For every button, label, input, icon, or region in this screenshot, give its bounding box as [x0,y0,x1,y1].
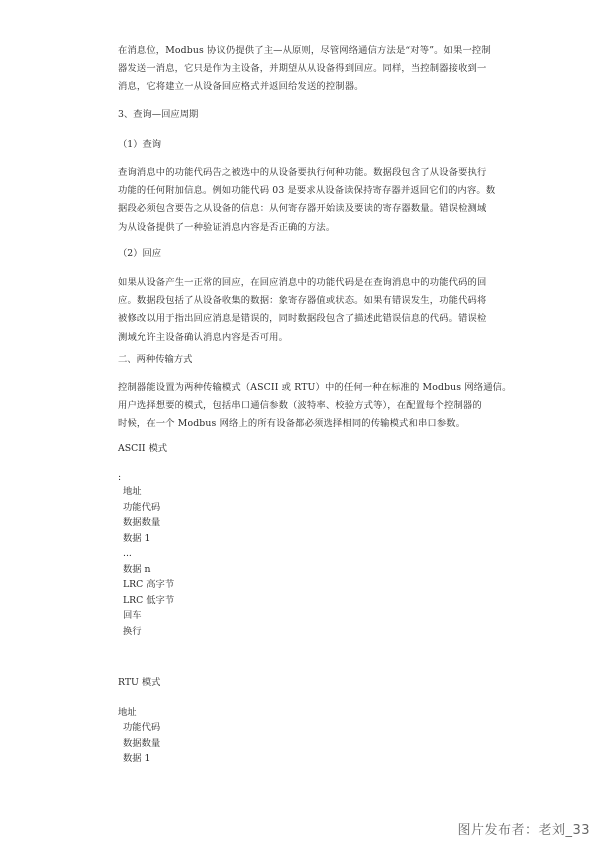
list-item: 回车 [123,610,142,621]
intro-paragraph [118,42,490,97]
publisher-watermark: 图片发布者：老刘_33 [457,823,590,838]
list-item: 地址 [123,486,142,497]
subsection-heading: （1）查询 [118,139,162,150]
text-line: 消息，它将建立一从设备回应格式并返回给发送的控制器。 [118,81,364,93]
list-item: 换行 [123,625,142,637]
text-line: 在消息位，Modbus 协议仍提供了主—从原则，尽管网络通信方法是“对等”。如果一控制 [118,45,491,56]
text-line: 据段必须包含要告之从设备的信息：从何寄存器开始读及要读的寄存器数量。错误检测域 [118,203,487,215]
list-item: 数据数量 [123,737,161,749]
list-item: 数据数量 [123,517,161,528]
list-item: 数据 1 [123,753,151,764]
ascii-start-char: : [118,472,122,483]
list-item: LRC 低字节 [123,594,175,606]
text-line: 查询消息中的功能代码告之被选中的从设备要执行何种功能。数据段包含了从设备要执行 [118,167,487,178]
list-item: 功能代码 [123,722,161,733]
query-paragraph [118,164,496,237]
section-heading: 二、两种传输方式 [118,354,193,365]
text-line: 控制器能设置为两种传输模式（ASCII 或 RTU）中的任何一种在标准的 Modbus 网络通信。 [118,382,512,393]
text-line: 如果从设备产生一正常的回应，在回应消息中的功能代码是在查询消息中的功能代码的回 [118,277,487,288]
text-line: 功能的任何附加信息。例如功能代码 03 是要求从设备读保持寄存器并返回它们的内容。数 [118,185,496,197]
ascii-frame-list [118,484,174,639]
rtu-first-field: 地址 [118,707,137,718]
list-item: 数据 n [123,563,151,575]
text-line: 为从设备提供了一种验证消息内容是否正确的方法。 [118,221,336,233]
transmission-paragraph [118,379,512,434]
text-line: 用户选择想要的模式，包括串口通信参数（波特率、校验方式等），在配置每个控制器的 [118,400,482,412]
ascii-mode-title: ASCII 模式 [118,443,168,454]
section-heading: 3、查询—回应周期 [118,109,199,120]
list-item: 功能代码 [123,501,161,513]
list-item: ... [123,548,132,559]
text-line: 时候，在一个 Modbus 网络上的所有设备都必须选择相同的传输模式和串口参数。 [118,418,466,430]
text-line: 应。数据段包括了从设备收集的数据：象寄存器值或状态。如果有错误发生，功能代码将 [118,295,487,307]
rtu-mode-title: RTU 模式 [118,677,161,688]
list-item: LRC 高字节 [123,579,175,590]
response-paragraph [118,274,490,347]
subsection-heading: （2）回应 [118,248,162,259]
text-line: 被修改以用于指出回应消息是错误的，同时数据段包含了描述此错误信息的代码。错误检 [118,313,487,325]
text-line: 器发送一消息，它只是作为主设备，并期望从从设备得到回应。同样，当控制器接收到一 [118,63,487,75]
text-line: 测域允许主设备确认消息内容是否可用。 [118,331,289,343]
rtu-frame-list [118,720,160,767]
list-item: 数据 1 [123,532,151,544]
